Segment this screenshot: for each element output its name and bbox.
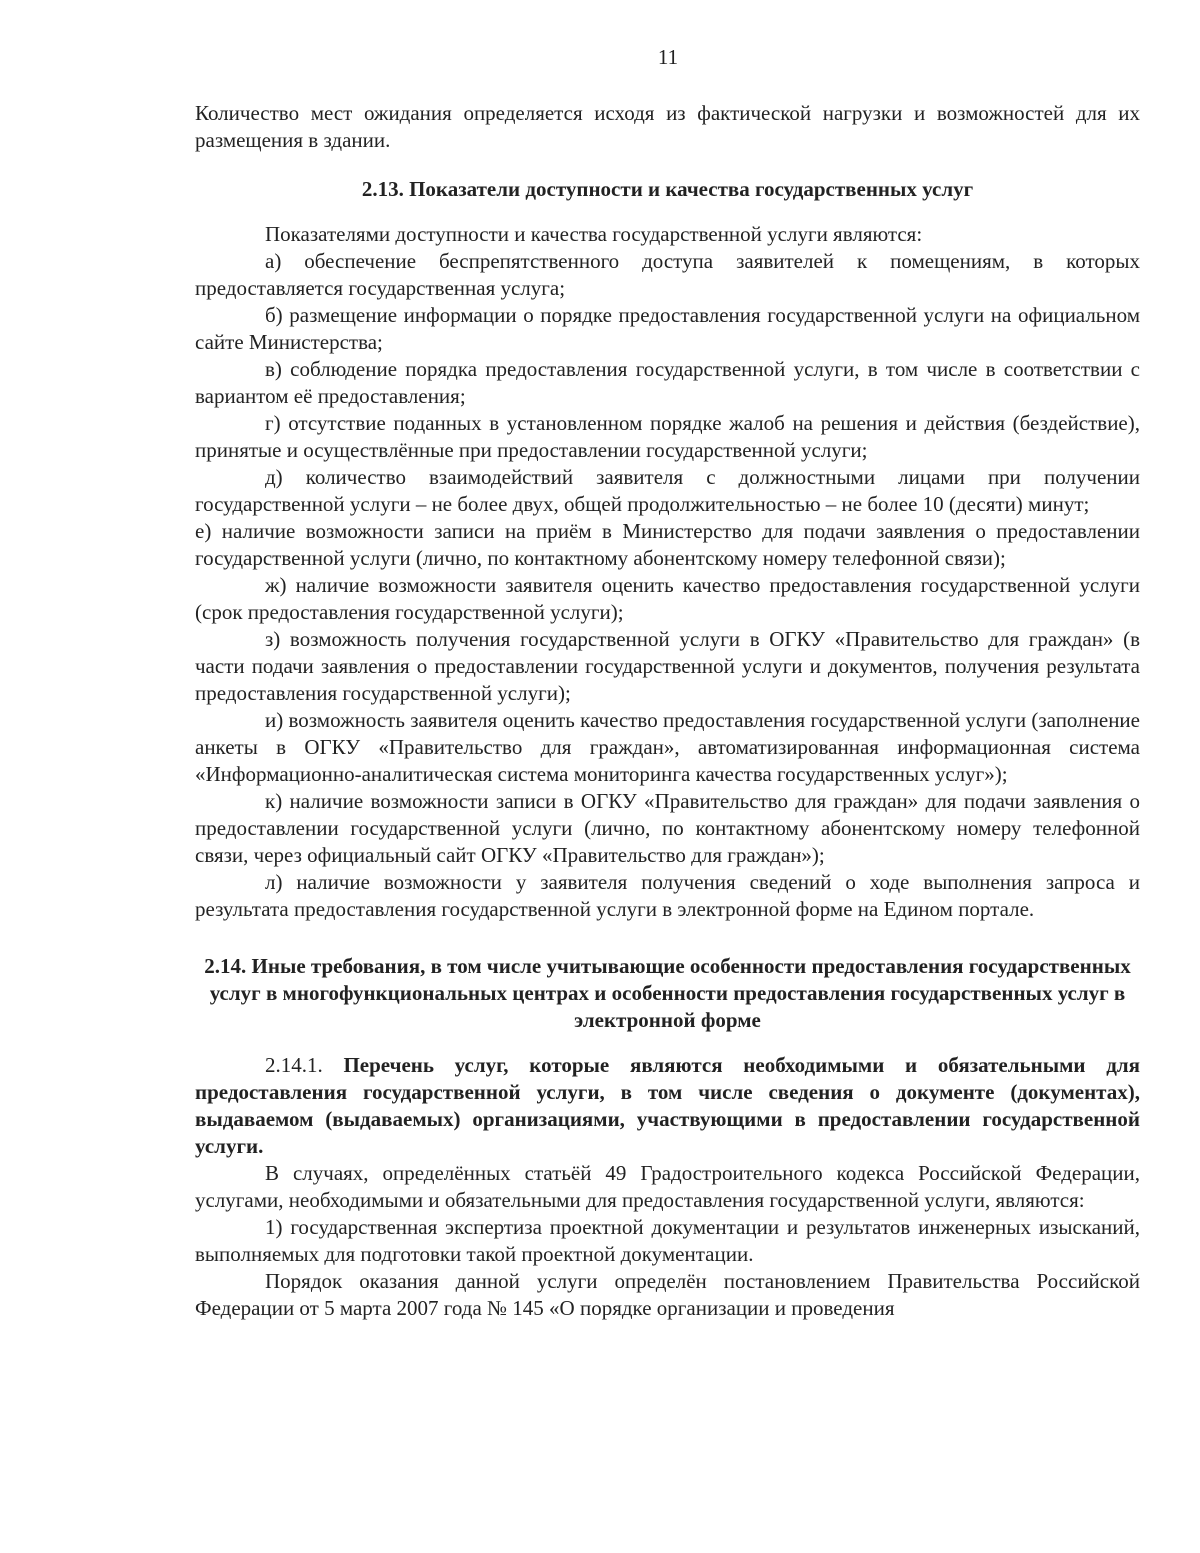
section-2-14-heading: 2.14. Иные требования, в том числе учитывающие особенности предоставления государственных услуг в многофункциональных центрах и особенности предоставления государственных услуг в электронной форме [204,954,1131,1032]
paragraph-cases: В случаях, определённых статьёй 49 Градостроительного кодекса Российской Федерации, услугами, необходимыми и обязательными для предоставления государственной услуги, являются: [195,1161,1140,1212]
paragraph-procedure: Порядок оказания данной услуги определён постановлением Правительства Российской Федерации от 5 марта 2007 года № 145 «О порядке организации и проведения [195,1269,1140,1320]
document-body [195,100,1140,1322]
list-item-k: к) наличие возможности записи в ОГКУ «Правительство для граждан» для подачи заявления о предоставлении государственной услуги (лично, по контактному абонентскому номеру телефонной связи, через официальный сайт ОГКУ «Правительство для граждан»); [195,789,1140,867]
list-item-z: з) возможность получения государственной услуги в ОГКУ «Правительство для граждан» (в части подачи заявления о предоставлении государственной услуги и документов, получения результата предоставления государственной услуги); [195,627,1140,705]
list-item-a: а) обеспечение беспрепятственного доступа заявителей к помещениям, в которых предоставляется государственная услуга; [195,249,1140,300]
list-item-e: е) наличие возможности записи на приём в Министерство для подачи заявления о предоставлении государственной услуги (лично, по контактному абонентскому номеру телефонной связи); [195,519,1140,570]
list-item-b: б) размещение информации о порядке предоставления государственной услуги на официальном сайте Министерства; [195,303,1140,354]
subsection-heading: Перечень услуг, которые являются необходимыми и обязательными для предоставления государственной услуги, в том числе сведения о документе (документах), выдаваемом (выдаваемых) организациями, участвующими в предоставлении государственной услуги. [195,1053,1140,1158]
list-item-zh: ж) наличие возможности заявителя оценить качество предоставления государственной услуги (срок предоставления государственной услуги); [195,573,1140,624]
list-item-g: г) отсутствие поданных в установленном порядке жалоб на решения и действия (бездействие), принятые и осуществлённые при предоставлении государственной услуги; [195,411,1140,462]
list-item-i: и) возможность заявителя оценить качество предоставления государственной услуги (заполнение анкеты в ОГКУ «Правительство для граждан», автоматизированная информационная система «Информационно-аналитическая система мониторинга качества государственных услуг»); [195,708,1140,786]
subsection-number: 2.14.1. [265,1053,323,1077]
list-item-d: д) количество взаимодействий заявителя с должностными лицами при получении государственной услуги – не более двух, общей продолжительностью – не более 10 (десяти) минут; [195,465,1140,516]
paragraph-expertise: 1) государственная экспертиза проектной документации и результатов инженерных изысканий, выполняемых для подготовки такой проектной документации. [195,1215,1140,1266]
section-2-13-lead: Показателями доступности и качества государственной услуги являются: [265,222,923,246]
section-2-13-heading: 2.13. Показатели доступности и качества государственных услуг [361,177,974,201]
page-number: 11 [657,45,679,69]
list-item-l: л) наличие возможности у заявителя получения сведений о ходе выполнения запроса и результата предоставления государственной услуги в электронной форме на Едином портале. [195,870,1140,921]
intro-paragraph: Количество мест ожидания определяется исходя из фактической нагрузки и возможностей для их размещения в здании. [195,101,1140,152]
subsection-2-14-1 [195,1052,1140,1160]
list-item-v: в) соблюдение порядка предоставления государственной услуги, в том числе в соответствии с вариантом её предоставления; [195,357,1140,408]
